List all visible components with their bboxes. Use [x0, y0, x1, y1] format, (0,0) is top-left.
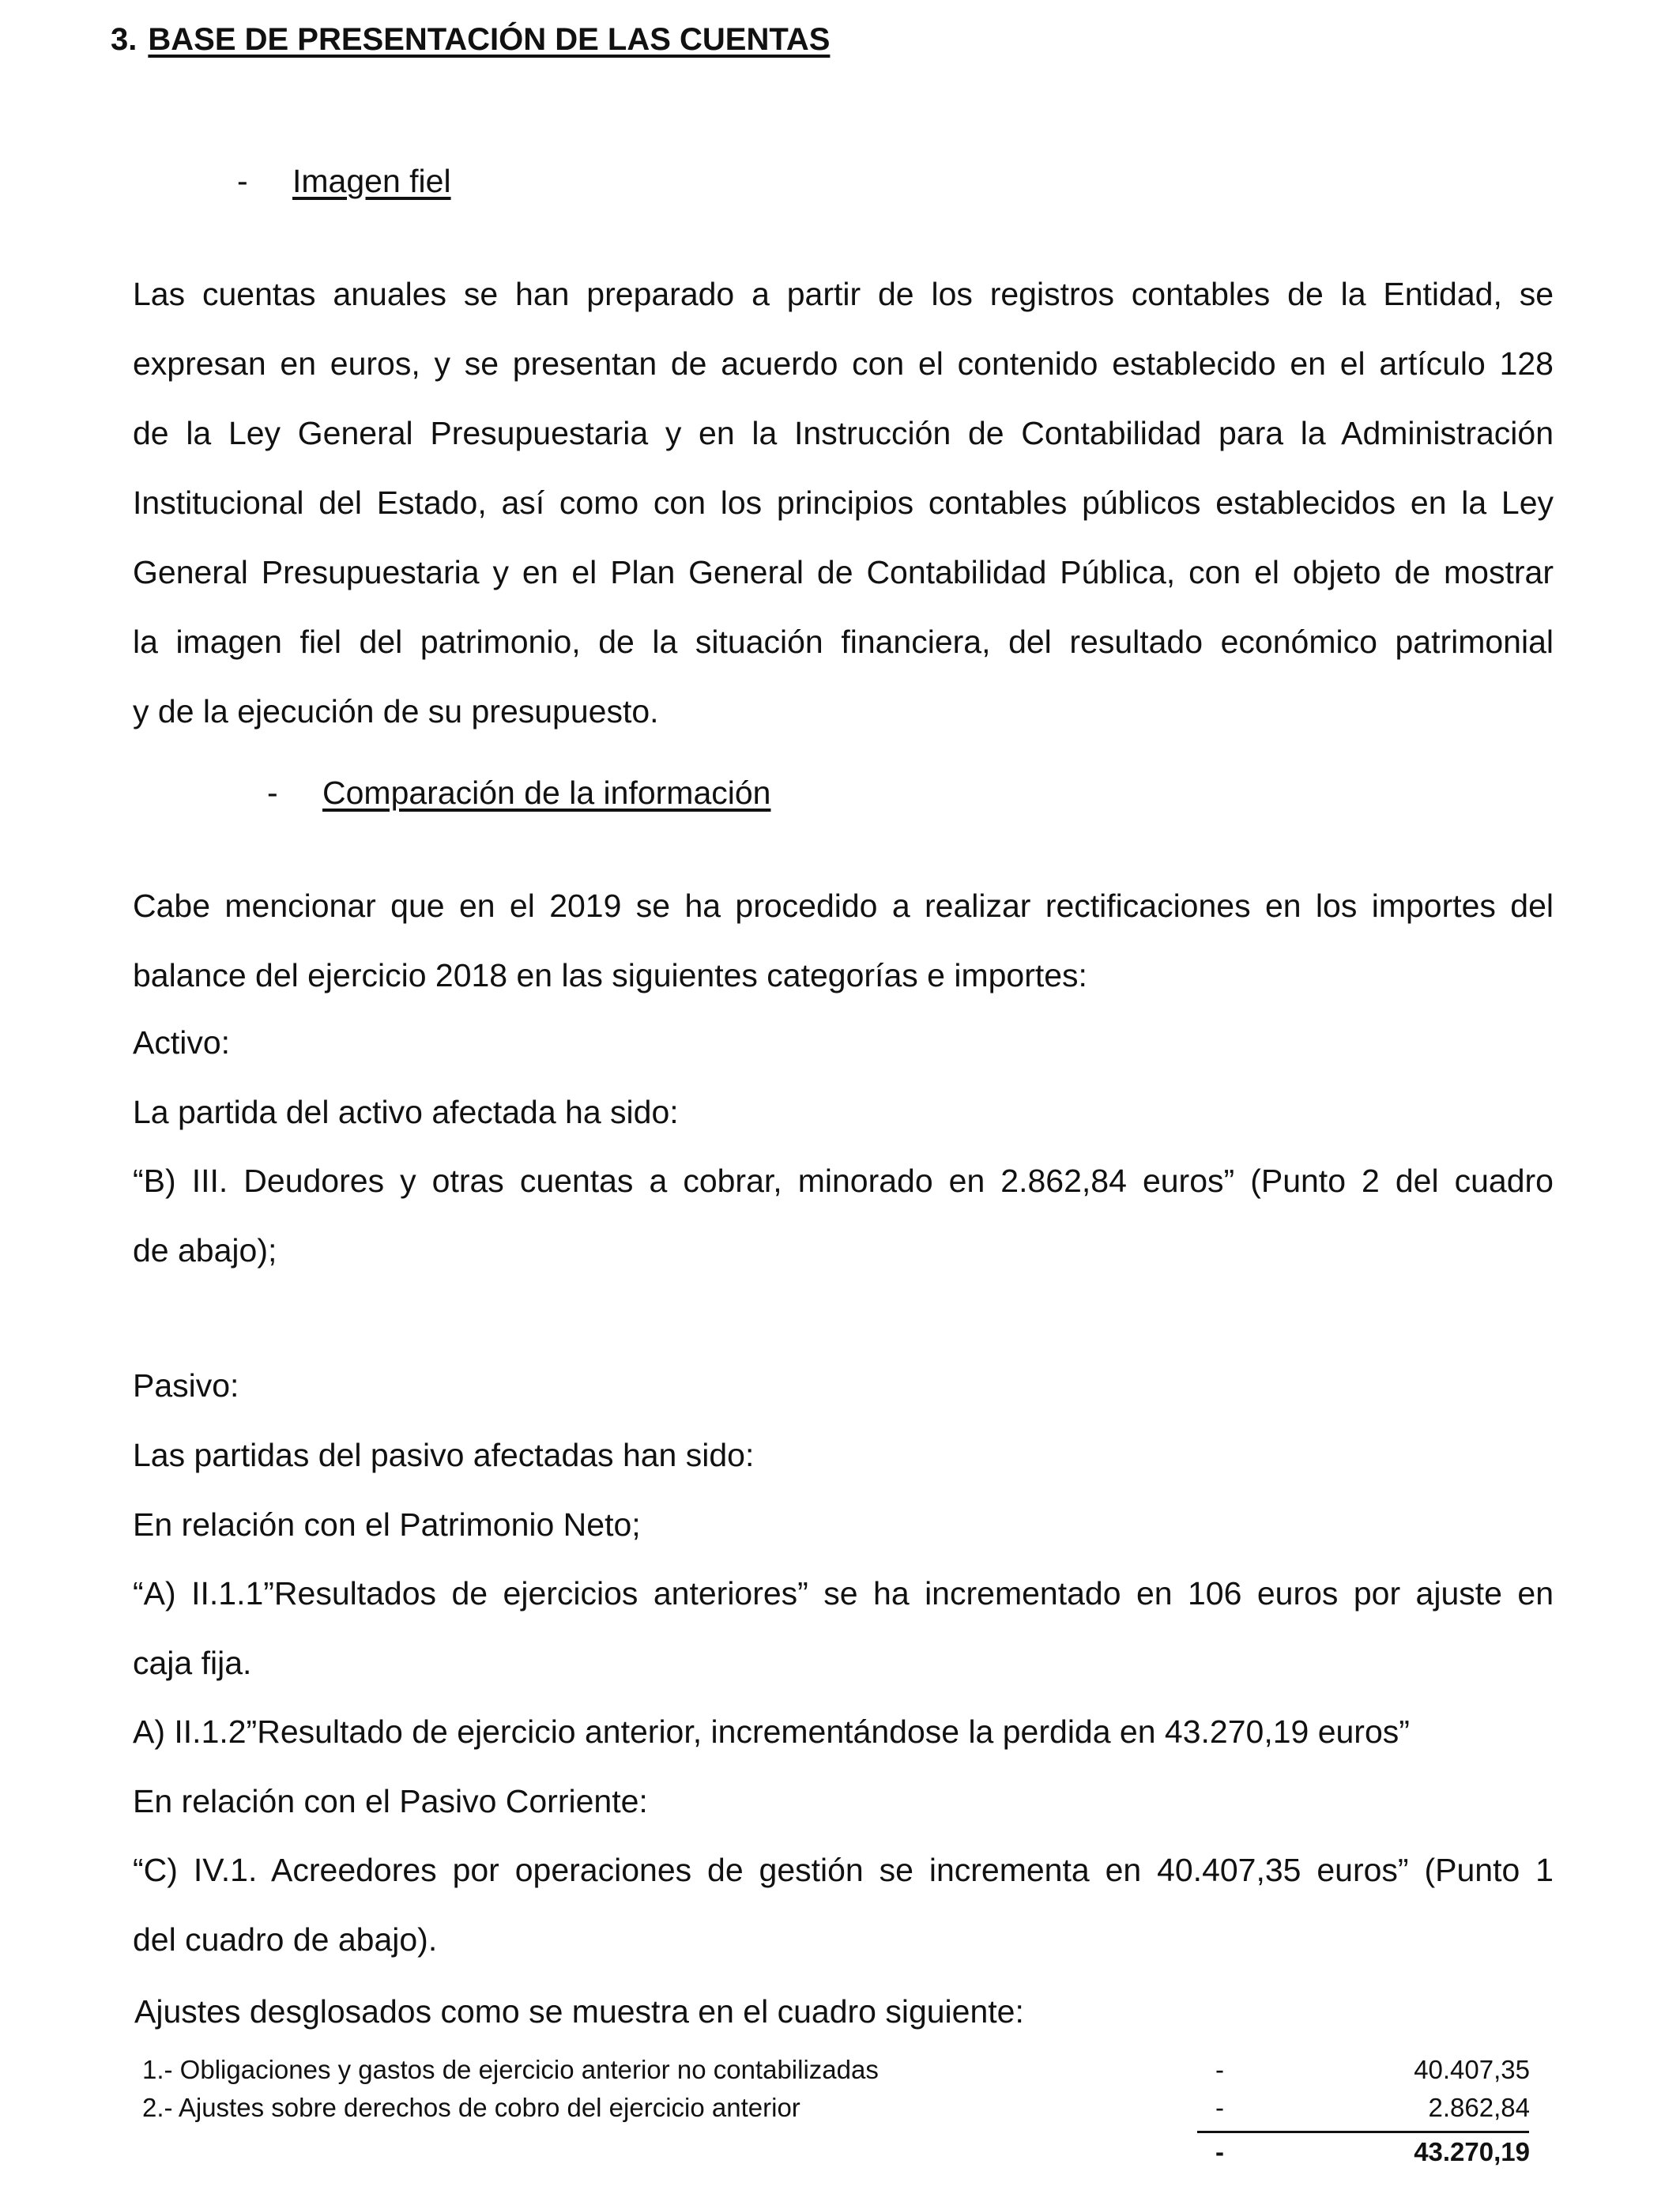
item-a2: A) II.1.2”Resultado de ejercicio anterior, incrementándose la perdida en 43.270,19 euros”	[133, 1713, 1410, 1750]
subheading-dash: -	[267, 775, 278, 811]
subheading-text: Comparación de la información	[322, 775, 771, 811]
row-sign: -	[1215, 2055, 1224, 2084]
subheading-imagen-fiel	[237, 163, 451, 200]
paragraph-line: la imagen fiel del patrimonio, de la situación financiera, del resultado económico patrimonial	[133, 624, 1554, 660]
paragraph-line: General Presupuestaria y en el Plan General de Contabilidad Pública, con el objeto de mostrar	[133, 554, 1554, 590]
table-row	[142, 2093, 1530, 2131]
paragraph-line: Las cuentas anuales se han preparado a partir de los registros contables de la Entidad, se	[133, 276, 1554, 312]
paragraph-line: y de la ejecución de su presupuesto.	[133, 693, 659, 729]
total-sign: -	[1215, 2137, 1224, 2166]
paragraph-line: de la Ley General Presupuestaria y en la Instrucción de Contabilidad para la Administración	[133, 415, 1554, 451]
table-total-row	[142, 2137, 1530, 2175]
patrimonio-text: En relación con el Patrimonio Neto;	[133, 1506, 641, 1543]
row-label: 2.- Ajustes sobre derechos de cobro del ejercicio anterior	[142, 2093, 800, 2122]
paragraph-line: “B) III. Deudores y otras cuentas a cobrar, minorado en 2.862,84 euros” (Punto 2 del cuadro	[133, 1163, 1554, 1199]
subheading-dash: -	[237, 163, 248, 199]
table-row	[142, 2055, 1530, 2093]
activo-item	[133, 1146, 1554, 1285]
row-sign: -	[1215, 2093, 1224, 2122]
total-rule	[1197, 2131, 1529, 2133]
paragraph-line: Cabe mencionar que en el 2019 se ha procedido a realizar rectificaciones en los importes del	[133, 888, 1554, 924]
paragraph-line: del cuadro de abajo).	[133, 1921, 438, 1958]
pasivo-label: Pasivo:	[133, 1367, 239, 1404]
section-heading: BASE DE PRESENTACIÓN DE LAS CUENTAS	[148, 22, 831, 57]
activo-text: La partida del activo afectada ha sido:	[133, 1094, 679, 1130]
ajustes-table	[142, 2055, 1530, 2175]
section-title	[111, 22, 830, 58]
item-a1	[133, 1559, 1554, 1698]
row-amount: 2.862,84	[1428, 2093, 1530, 2122]
subheading-comparacion	[267, 775, 770, 812]
row-amount: 40.407,35	[1414, 2055, 1530, 2084]
pasivo-text: Las partidas del pasivo afectadas han sido:	[133, 1437, 755, 1473]
ajustes-text: Ajustes desglosados como se muestra en el cuadro siguiente:	[134, 1993, 1024, 2030]
subheading-text: Imagen fiel	[292, 163, 451, 199]
paragraph-line: de abajo);	[133, 1232, 277, 1269]
paragraph-line: caja fija.	[133, 1645, 252, 1681]
activo-label: Activo:	[133, 1024, 231, 1061]
paragraph-line: “C) IV.1. Acreedores por operaciones de gestión se incrementa en 40.407,35 euros” (Punto 1	[133, 1852, 1554, 1888]
item-c	[133, 1835, 1554, 1974]
paragraph-line: balance del ejercicio 2018 en las siguientes categorías e importes:	[133, 957, 1087, 993]
imagen-fiel-paragraph	[133, 259, 1554, 746]
paragraph-line: Institucional del Estado, así como con los principios contables públicos establecidos en la Ley	[133, 484, 1554, 521]
paragraph-line: “A) II.1.1”Resultados de ejercicios anteriores” se ha incrementado en 106 euros por ajuste en	[133, 1575, 1554, 1612]
row-label: 1.- Obligaciones y gastos de ejercicio anterior no contabilizadas	[142, 2055, 879, 2084]
section-number: 3.	[111, 22, 137, 57]
comparacion-intro	[133, 871, 1554, 1010]
paragraph-line: expresan en euros, y se presentan de acuerdo con el contenido establecido en el artículo 128	[133, 345, 1554, 382]
total-amount: 43.270,19	[1414, 2137, 1530, 2166]
pasivo-corriente-text: En relación con el Pasivo Corriente:	[133, 1783, 648, 1819]
